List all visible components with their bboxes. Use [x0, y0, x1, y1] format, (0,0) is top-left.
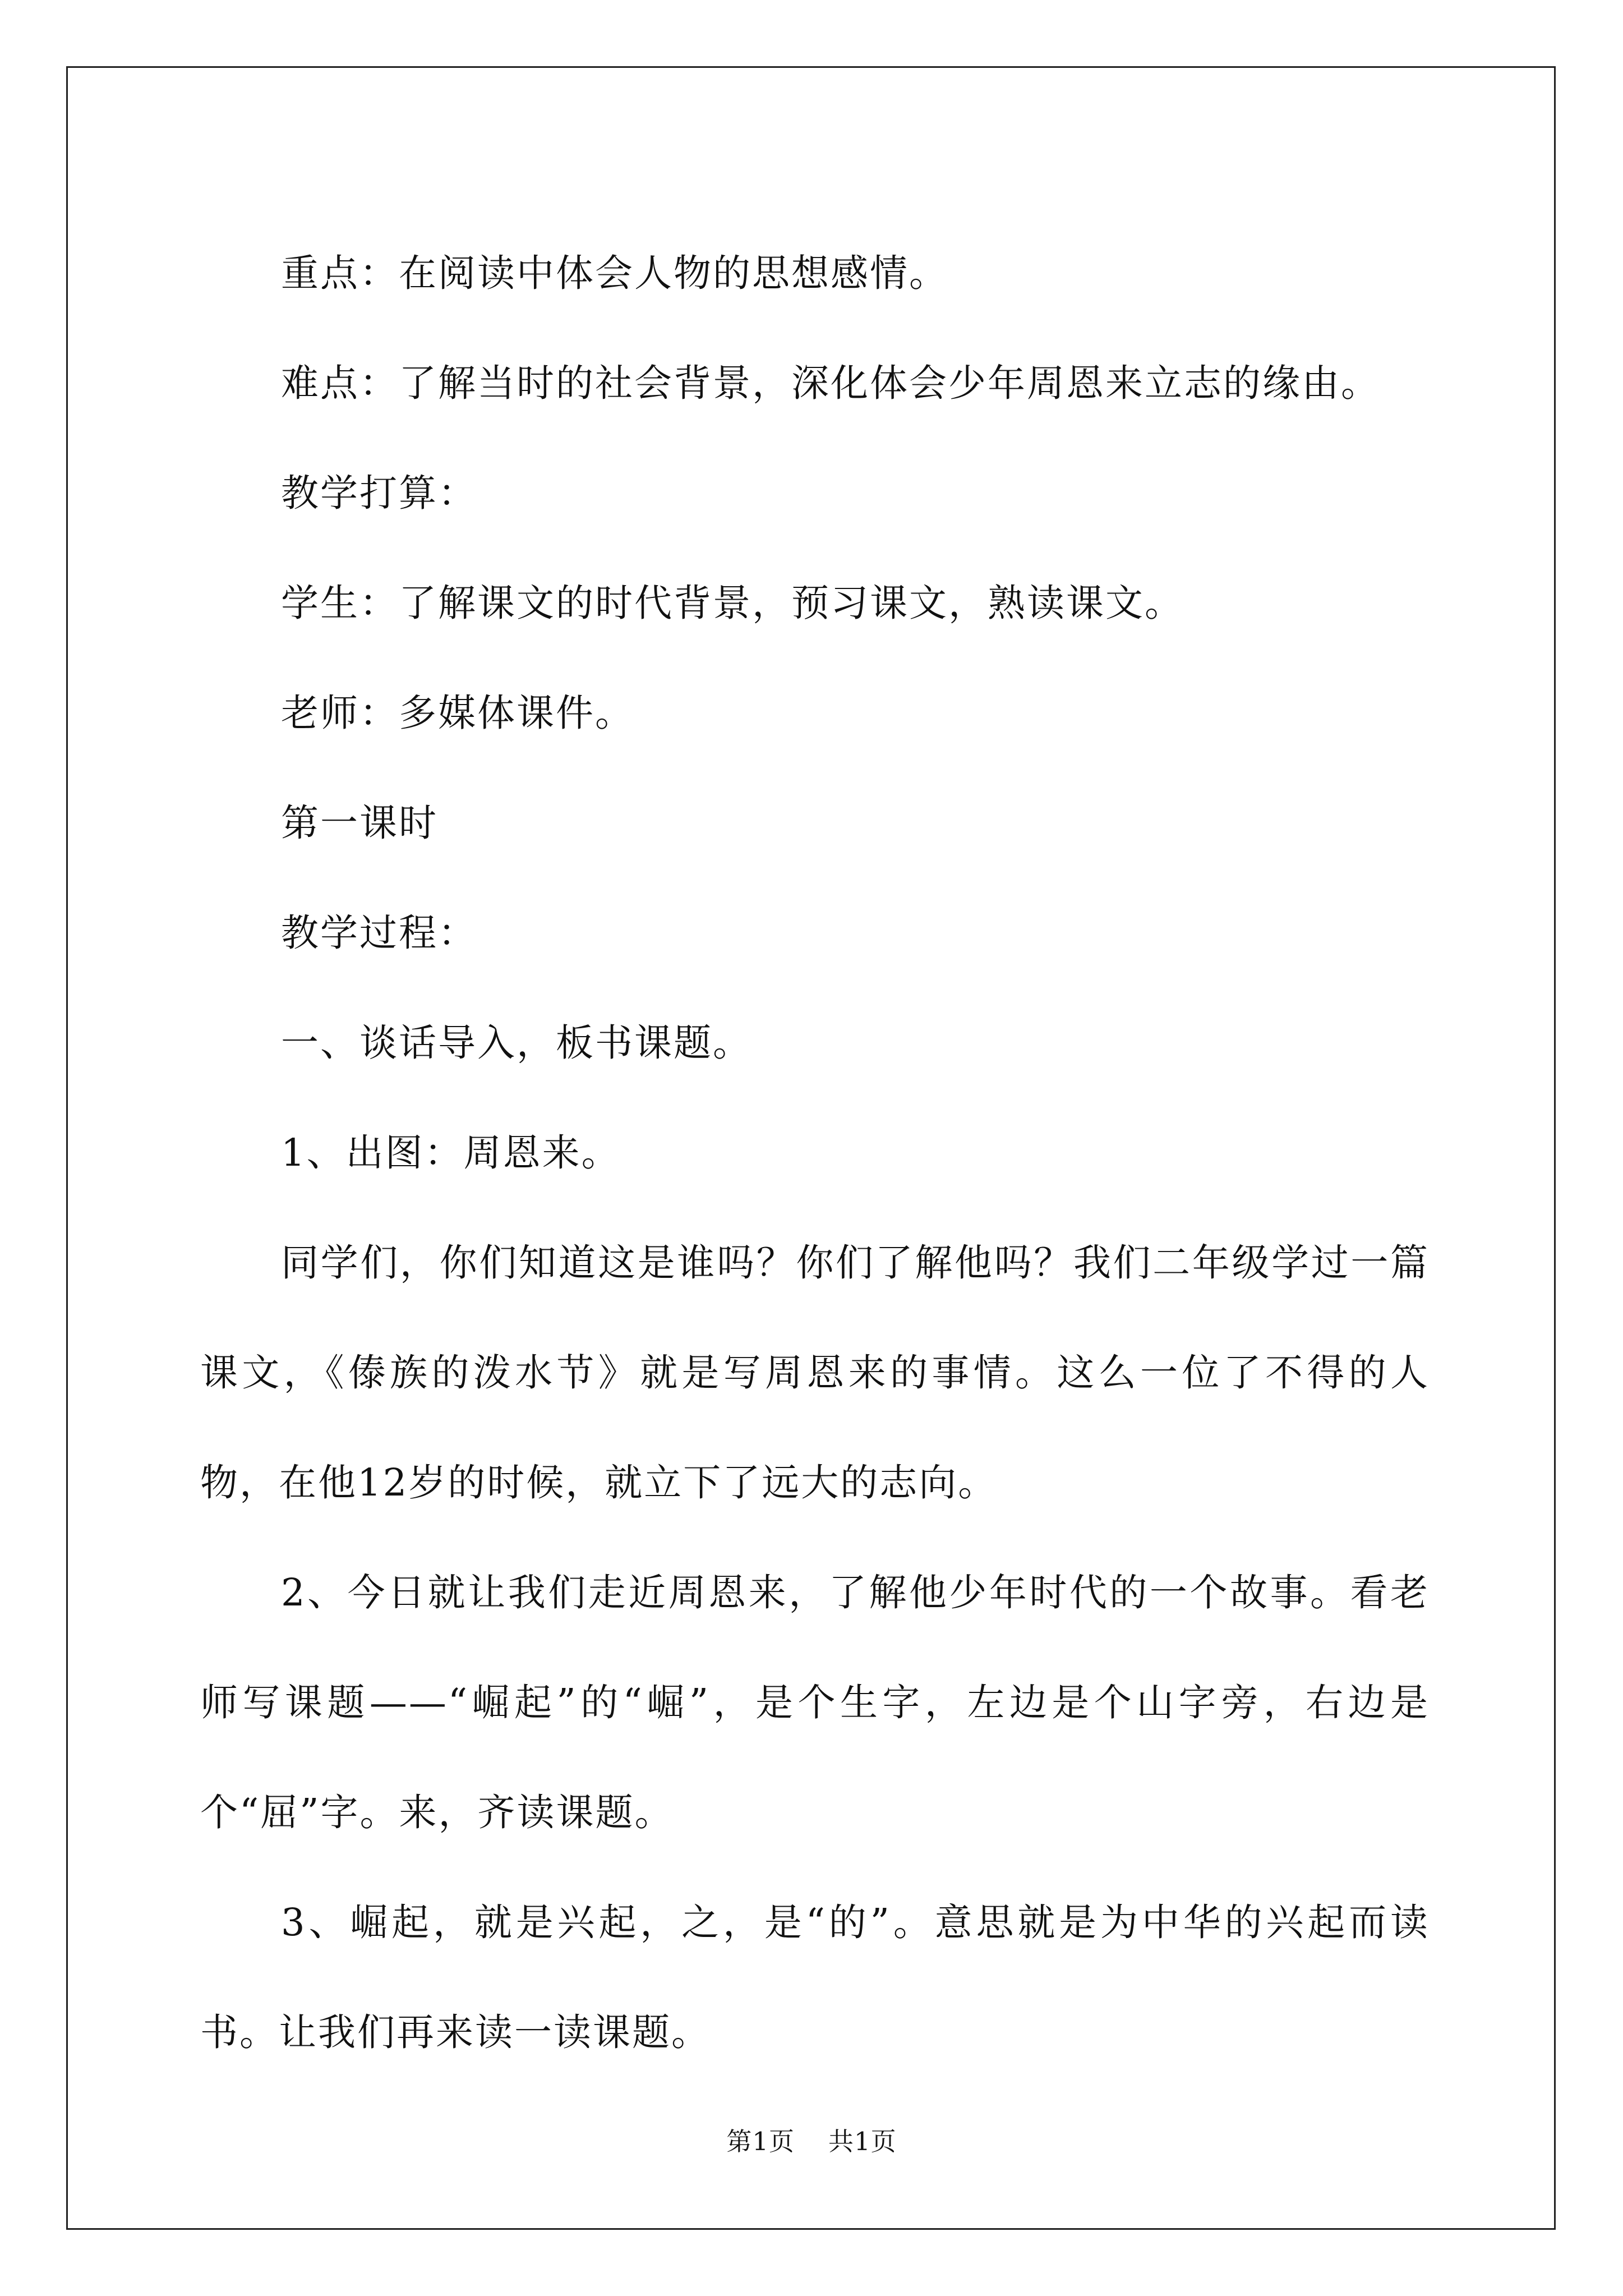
- paragraph-student-prep: 学生：了解课文的时代背景，预习课文，熟读课文。: [281, 581, 1184, 625]
- paragraph-teaching-plan: 教学打算：: [281, 471, 477, 515]
- paragraph-section-one: 一、谈话导入，板书课题。: [281, 1021, 752, 1065]
- paragraph-first-lesson: 第一课时: [281, 801, 438, 845]
- document-body: [200, 218, 1430, 2087]
- paragraph-difficulty: 难点：了解当时的社会背景，深化体会少年周恩来立志的缘由。: [281, 361, 1380, 405]
- paragraph-step-2: 2、今日就让我们走近周恩来，了解他少年时代的一个故事。看老师写课题——“崛起”的“崛”，是个生字，左边是个山字旁，右边是个“屈”字。来，齐读课题。: [200, 1571, 1430, 1834]
- paragraph-teaching-process: 教学过程：: [281, 911, 477, 955]
- paragraph-step-1: 1、出图：周恩来。: [281, 1131, 621, 1175]
- page-number: 第1页: [726, 2127, 795, 2156]
- paragraph-intro-talk: 同学们，你们知道这是谁吗？你们了解他吗？我们二年级学过一篇课文，《傣族的泼水节》就是写周恩来的事情。这么一位了不得的人物，在他12岁的时候，就立下了远大的志向。: [200, 1241, 1430, 1504]
- paragraph-teacher-prep: 老师：多媒体课件。: [281, 691, 634, 735]
- page-total: 共1页: [828, 2127, 897, 2156]
- paragraph-key-point: 重点：在阅读中体会人物的思想感情。: [281, 251, 948, 295]
- paragraph-step-3: 3、崛起，就是兴起，之，是“的”。意思就是为中华的兴起而读书。让我们再来读一读课题。: [200, 1901, 1430, 2054]
- page-footer: [0, 2125, 1623, 2159]
